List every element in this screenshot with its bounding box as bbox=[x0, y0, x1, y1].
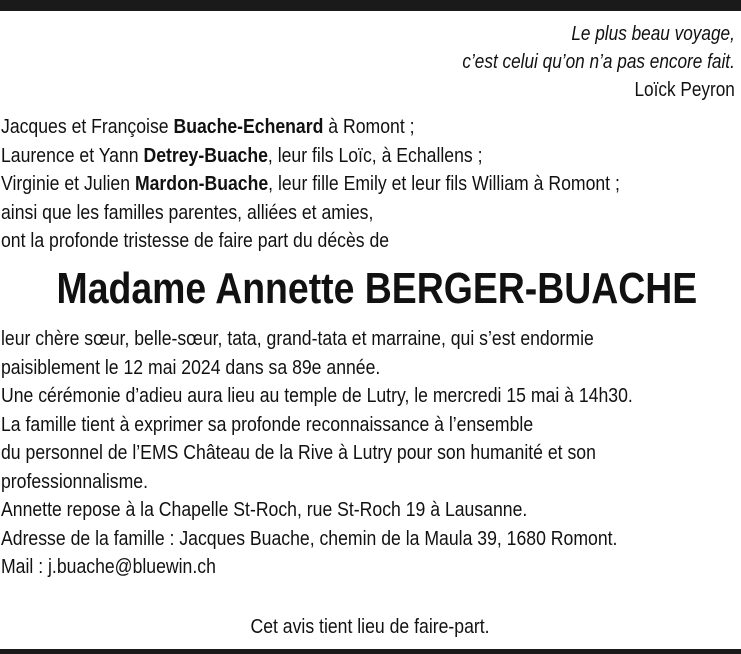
family-line-1: Jacques et Françoise Buache-Echenard à Romont ; bbox=[1, 115, 415, 138]
notice-body bbox=[1, 325, 741, 582]
body-line: paisiblement le 12 mai 2024 dans sa 89e année. bbox=[1, 355, 381, 379]
body-line: professionnalisme. bbox=[1, 469, 148, 493]
family-line-4: ainsi que les familles parentes, alliées et amies, bbox=[1, 200, 374, 224]
deceased-name-heading: Madame Annette BERGER-BUACHE bbox=[56, 264, 698, 313]
family-line-5: ont la profonde tristesse de faire part du décès de bbox=[1, 229, 390, 252]
family-line-3: Virginie et Julien Mardon-Buache, leur fille Emily et leur fils William à Romont ; bbox=[1, 172, 620, 195]
epigraph-quote bbox=[463, 20, 735, 104]
bottom-border bbox=[0, 649, 741, 654]
family-address-line: Adresse de la famille : Jacques Buache, chemin de la Maula 39, 1680 Romont. bbox=[1, 526, 618, 550]
quote-line-2: c’est celui qu’on n’a pas encore fait. bbox=[462, 51, 735, 73]
family-name-bold: Buache-Echenard bbox=[173, 115, 324, 138]
family-name-bold: Mardon-Buache bbox=[134, 172, 269, 195]
body-line: du personnel de l’EMS Château de la Rive à Lutry pour son humanité et son bbox=[1, 441, 596, 464]
quote-author: Loïck Peyron bbox=[634, 79, 735, 101]
family-list bbox=[1, 113, 741, 256]
body-line: La famille tient à exprimer sa profonde reconnaissance à l’ensemble bbox=[1, 412, 534, 436]
email-line: Mail : j.buache@bluewin.ch bbox=[1, 555, 216, 578]
ceremony-line: Une cérémonie d’adieu aura lieu au temple de Lutry, le mercredi 15 mai à 14h30. bbox=[1, 384, 633, 407]
quote-line-1: Le plus beau voyage, bbox=[571, 23, 735, 45]
resting-place-line: Annette repose à la Chapelle St-Roch, rue St-Roch 19 à Lausanne. bbox=[1, 498, 528, 521]
family-name-bold: Detrey-Buache bbox=[143, 143, 268, 167]
top-border bbox=[0, 0, 741, 11]
family-line-2: Laurence et Yann Detrey-Buache, leur fils Loïc, à Echallens ; bbox=[1, 143, 483, 167]
body-line: leur chère sœur, belle-sœur, tata, grand-tata et marraine, qui s’est endormie bbox=[1, 327, 594, 350]
footer-note: Cet avis tient lieu de faire-part. bbox=[250, 615, 491, 638]
